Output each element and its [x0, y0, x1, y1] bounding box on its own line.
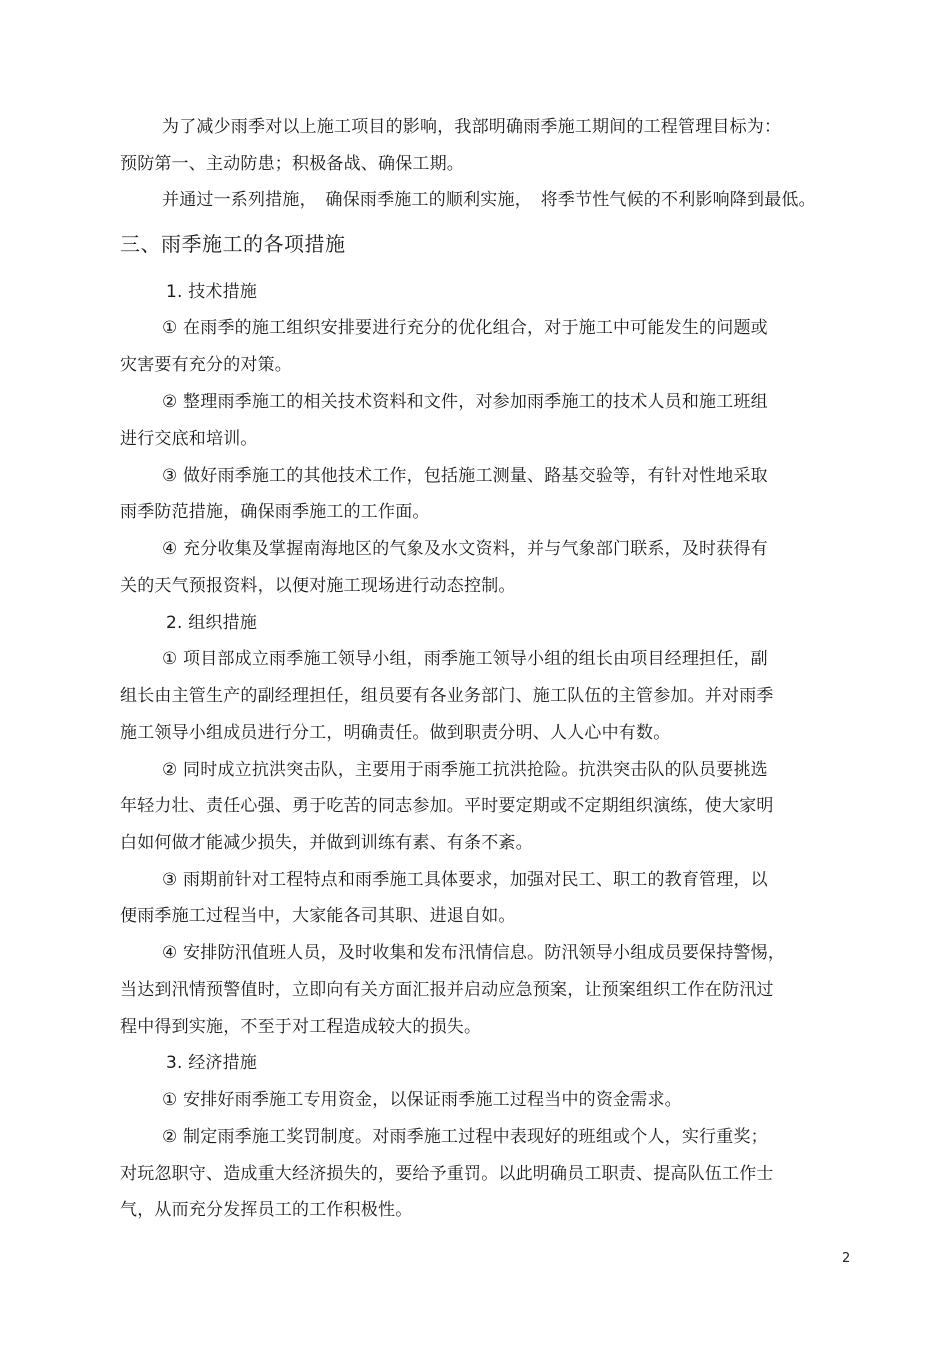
tech-item-1-cont: 灾害要有充分的对策。 [120, 355, 292, 375]
org-item-3: ③ 雨期前针对工程特点和雨季施工具体要求，加强对民工、职工的教育管理，以 [162, 870, 768, 890]
tech-item-4: ④ 充分收集及掌握南海地区的气象及水文资料，并与气象部门联系，及时获得有 [162, 539, 768, 559]
org-item-1-cont: 施工领导小组成员进行分工，明确责任。做到职责分明、人人心中有数。 [120, 723, 671, 743]
section-heading: 三、雨季施工的各项措施 [120, 232, 346, 256]
tech-item-2: ② 整理雨季施工的相关技术资料和文件，对参加雨季施工的技术人员和施工班组 [162, 392, 768, 412]
org-item-2: ② 同时成立抗洪突击队，主要用于雨季施工抗洪抢险。抗洪突击队的队员要挑选 [162, 760, 768, 780]
tech-item-4-cont: 关的天气预报资料，以便对施工现场进行动态控制。 [120, 576, 516, 596]
econ-item-2-cont: 对玩忽职守、造成重大经济损失的，要给予重罚。以此明确员工职责、提高队伍工作士 [120, 1164, 774, 1184]
subsection-title-econ: 3. 经济措施 [166, 1053, 258, 1073]
org-item-4-cont: 程中得到实施，不至于对工程造成较大的损失。 [120, 1017, 482, 1037]
tech-item-3: ③ 做好雨季施工的其他技术工作，包括施工测量、路基交验等，有针对性地采取 [162, 466, 768, 486]
subsection-title-tech: 1. 技术措施 [166, 282, 258, 302]
econ-item-2-cont: 气，从而充分发挥员工的工作积极性。 [120, 1200, 413, 1220]
tech-item-1: ① 在雨季的施工组织安排要进行充分的优化组合，对于施工中可能发生的问题或 [162, 318, 768, 338]
paragraph-measures: 并通过一系列措施， 确保雨季施工的顺利实施， 将季节性气候的不利影响降到最低。 [162, 190, 816, 210]
econ-item-2: ② 制定雨季施工奖罚制度。对雨季施工过程中表现好的班组或个人，实行重奖； [162, 1127, 768, 1147]
org-item-1: ① 项目部成立雨季施工领导小组，雨季施工领导小组的组长由项目经理担任，副 [162, 649, 768, 669]
tech-item-2-cont: 进行交底和培训。 [120, 429, 258, 449]
tech-item-3-cont: 雨季防范措施，确保雨季施工的工作面。 [120, 502, 430, 522]
econ-item-1: ① 安排好雨季施工专用资金，以保证雨季施工过程当中的资金需求。 [162, 1090, 682, 1110]
subsection-title-org: 2. 组织措施 [166, 613, 258, 633]
org-item-2-cont: 白如何做才能减少损失，并做到训练有素、有条不紊。 [120, 833, 533, 853]
org-item-2-cont: 年轻力壮、责任心强、勇于吃苦的同志参加。平时要定期或不定期组织演练，使大家明 [120, 796, 774, 816]
org-item-4: ④ 安排防汛值班人员，及时收集和发布汛情信息。防汛领导小组成员要保持警惕， [162, 943, 786, 963]
paragraph-goal-line: 为了减少雨季对以上施工项目的影响，我部明确雨季施工期间的工程管理目标为： [162, 117, 782, 137]
paragraph-goal-line: 预防第一、主动防患；积极备战、确保工期。 [120, 154, 464, 174]
org-item-1-cont: 组长由主管生产的副经理担任，组员要有各业务部门、施工队伍的主管参加。并对雨季 [120, 686, 774, 706]
org-item-3-cont: 便雨季施工过程当中，大家能各司其职、进退自如。 [120, 906, 516, 926]
org-item-4-cont: 当达到汛情预警值时，立即向有关方面汇报并启动应急预案，让预案组织工作在防汛过 [120, 980, 774, 1000]
page-number: 2 [842, 1251, 851, 1266]
